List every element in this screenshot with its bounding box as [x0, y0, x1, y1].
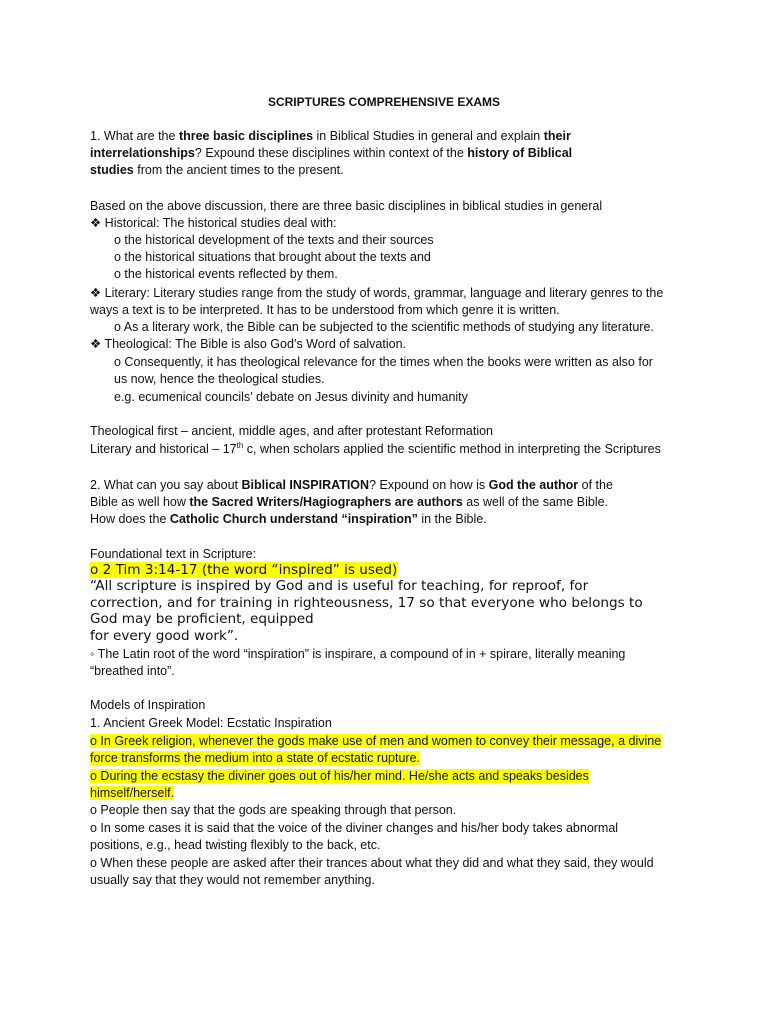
page-title: SCRIPTURES COMPREHENSIVE EXAMS — [267, 95, 501, 109]
question-1-line-2: interrelationships? Expound these disciplines within context of the history of Biblical — [90, 146, 573, 160]
historical-item: o the historical development of the texts and their sources — [114, 233, 434, 247]
theological-example: e.g. ecumenical councils’ debate on Jesus divinity and humanity — [114, 390, 468, 404]
models-heading: Models of Inspiration — [90, 698, 206, 712]
question-2-line-3: How does the Catholic Church understand “inspiration” in the Bible. — [90, 512, 487, 526]
question-1-line-1: 1. What are the three basic disciplines in Biblical Studies in general and explain their — [90, 129, 571, 143]
theological-bullet: ❖ Theological: The Bible is also God’s Word of salvation. — [90, 337, 407, 351]
literary-item: o As a literary work, the Bible can be subjected to the scientific methods of studying any literature. — [114, 320, 654, 334]
list-item-continuation: usually say that they would not remember anything. — [90, 873, 375, 887]
scripture-quote-line: “All scripture is inspired by God and is useful for teaching, for reproof, for — [90, 578, 589, 594]
list-item-continuation: positions, e.g., head twisting flexibly to the back, etc. — [90, 838, 381, 852]
historical-bullet: ❖ Historical: The historical studies deal with: — [90, 216, 337, 230]
list-item: o People then say that the gods are speaking through that person. — [90, 803, 457, 817]
literary-bullet-continuation: ways a text is to be interpreted. It has to be understood from which genre it is written. — [90, 303, 560, 317]
highlighted-line: o During the ecstasy the diviner goes out of his/her mind. He/she acts and speaks besides — [90, 769, 589, 783]
theological-item: o Consequently, it has theological relevance for the times when the books were written as also for — [114, 355, 653, 369]
latin-root-note: ◦ The Latin root of the word “inspiration” is inspirare, a compound of in + spirare, literally meaning — [90, 647, 626, 661]
foundational-text-label: Foundational text in Scripture: — [90, 547, 257, 561]
literary-bullet: ❖ Literary: Literary studies range from the study of words, grammar, language and literary genres to the — [90, 286, 664, 300]
scripture-quote-line: correction, and for training in righteousness, 17 so that everyone who belongs to — [90, 595, 643, 611]
highlighted-line: force transforms the medium into a state of ecstatic rupture. — [90, 751, 421, 765]
theological-first-note: Theological first – ancient, middle ages, and after protestant Reformation — [90, 424, 493, 438]
theological-item-continuation: us now, hence the theological studies. — [114, 372, 325, 386]
historical-item: o the historical situations that brought about the texts and — [114, 250, 431, 264]
highlighted-line: o In Greek religion, whenever the gods make use of men and women to convey their message, a divine — [90, 734, 662, 748]
list-item: o In some cases it is said that the voice of the diviner changes and his/her body takes abnormal — [90, 821, 619, 835]
highlighted-line: himself/herself. — [90, 786, 175, 800]
question-1-line-3: studies from the ancient times to the present. — [90, 163, 344, 177]
scripture-quote-line: for every good work”. — [90, 628, 239, 644]
scripture-quote-line: God may be proficient, equipped — [90, 611, 314, 627]
question-2-line-1: 2. What can you say about Biblical INSPIRATION? Expound on how is God the author of the — [90, 478, 613, 492]
latin-root-note-continuation: “breathed into”. — [90, 664, 175, 678]
model-1-heading: 1. Ancient Greek Model: Ecstatic Inspiration — [90, 716, 332, 730]
answer-1-intro: Based on the above discussion, there are three basic disciplines in biblical studies in general — [90, 199, 603, 213]
scripture-reference: o 2 Tim 3:14-17 (the word “inspired” is used) — [90, 562, 398, 578]
literary-historical-note: Literary and historical – 17th c, when scholars applied the scientific method in interpreting the Scriptures — [90, 441, 661, 456]
list-item: o When these people are asked after their trances about what they did and what they said, they would — [90, 856, 654, 870]
historical-item: o the historical events reflected by them. — [114, 267, 338, 281]
question-2-line-2: Bible as well how the Sacred Writers/Hagiographers are authors as well of the same Bible. — [90, 495, 609, 509]
